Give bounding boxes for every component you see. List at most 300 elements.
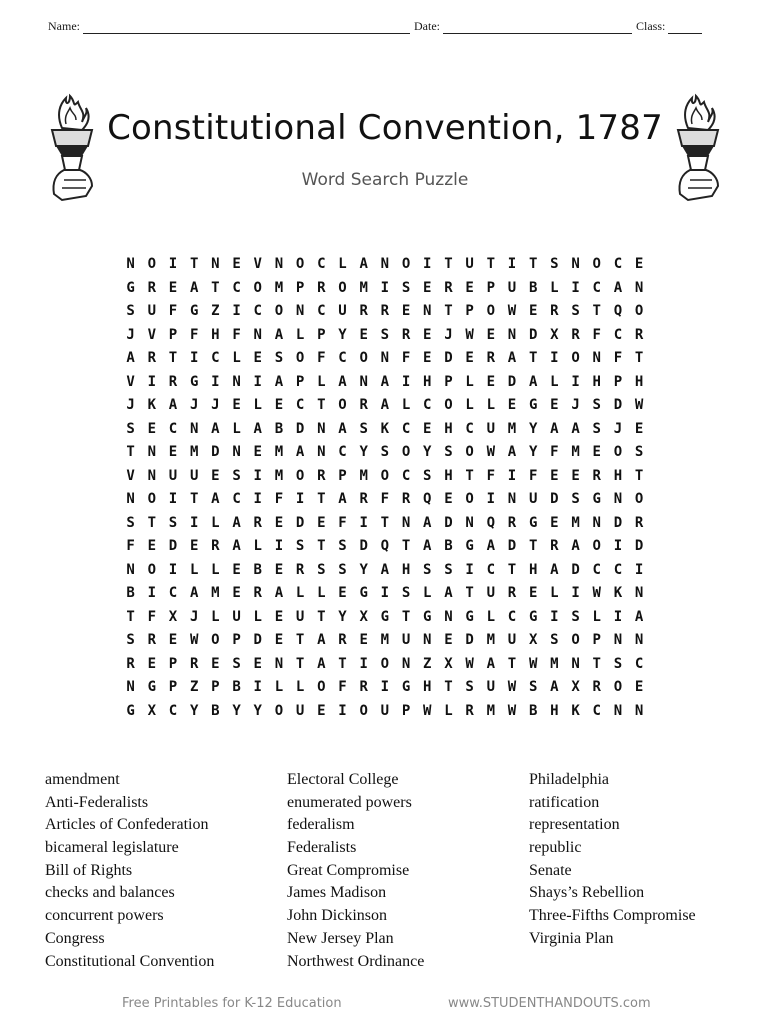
- grid-letter[interactable]: I: [211, 373, 220, 390]
- grid-letter[interactable]: D: [613, 514, 623, 531]
- class-line[interactable]: [668, 21, 702, 34]
- grid-letter[interactable]: A: [550, 561, 559, 578]
- grid-letter[interactable]: N: [571, 655, 580, 672]
- grid-letter[interactable]: U: [380, 702, 390, 719]
- grid-letter[interactable]: C: [317, 256, 326, 272]
- grid-letter[interactable]: R: [317, 467, 326, 484]
- grid-letter[interactable]: L: [274, 679, 284, 695]
- grid-letter[interactable]: S: [126, 303, 135, 319]
- grid-letter[interactable]: R: [253, 514, 262, 531]
- grid-letter[interactable]: Y: [338, 608, 347, 625]
- grid-letter[interactable]: L: [253, 538, 262, 554]
- grid-letter[interactable]: B: [528, 279, 538, 296]
- grid-letter[interactable]: R: [295, 561, 305, 578]
- grid-letter[interactable]: G: [189, 373, 199, 390]
- grid-letter[interactable]: S: [380, 444, 390, 460]
- grid-letter[interactable]: M: [550, 655, 559, 672]
- grid-letter[interactable]: W: [465, 655, 474, 672]
- grid-letter[interactable]: C: [317, 303, 326, 319]
- grid-letter[interactable]: L: [338, 256, 347, 272]
- grid-letter[interactable]: E: [274, 397, 284, 413]
- grid-letter[interactable]: N: [613, 632, 623, 648]
- grid-letter[interactable]: R: [253, 585, 262, 601]
- grid-letter[interactable]: F: [147, 608, 156, 625]
- grid-letter[interactable]: S: [232, 655, 241, 672]
- grid-letter[interactable]: R: [126, 655, 135, 672]
- grid-letter[interactable]: L: [232, 350, 241, 366]
- grid-letter[interactable]: N: [232, 373, 241, 390]
- grid-letter[interactable]: N: [317, 444, 326, 460]
- grid-letter[interactable]: S: [126, 632, 135, 648]
- grid-letter[interactable]: A: [274, 326, 284, 343]
- grid-letter[interactable]: W: [423, 702, 432, 719]
- grid-letter[interactable]: T: [211, 279, 220, 296]
- grid-letter[interactable]: S: [126, 420, 135, 437]
- grid-letter[interactable]: T: [592, 303, 601, 319]
- grid-letter[interactable]: O: [274, 303, 284, 319]
- grid-letter[interactable]: A: [444, 585, 453, 601]
- grid-letter[interactable]: C: [423, 397, 432, 413]
- grid-letter[interactable]: N: [126, 679, 135, 695]
- grid-letter[interactable]: C: [338, 444, 347, 460]
- grid-letter[interactable]: S: [168, 514, 178, 531]
- grid-letter[interactable]: I: [613, 538, 623, 554]
- grid-letter[interactable]: F: [380, 491, 390, 507]
- grid-letter[interactable]: N: [592, 350, 601, 366]
- grid-letter[interactable]: F: [550, 444, 559, 460]
- grid-letter[interactable]: T: [528, 256, 538, 272]
- grid-letter[interactable]: C: [592, 279, 601, 296]
- grid-letter[interactable]: D: [613, 397, 623, 413]
- grid-letter[interactable]: E: [528, 585, 538, 601]
- grid-letter[interactable]: N: [592, 514, 601, 531]
- grid-letter[interactable]: C: [232, 491, 241, 507]
- grid-letter[interactable]: L: [317, 585, 326, 601]
- grid-letter[interactable]: S: [423, 561, 432, 578]
- grid-letter[interactable]: E: [274, 561, 284, 578]
- grid-letter[interactable]: G: [592, 491, 601, 507]
- grid-letter[interactable]: N: [295, 303, 305, 319]
- grid-letter[interactable]: J: [126, 326, 135, 343]
- date-line[interactable]: [443, 21, 632, 34]
- grid-letter[interactable]: I: [147, 373, 156, 390]
- grid-letter[interactable]: M: [380, 632, 390, 648]
- grid-letter[interactable]: L: [550, 279, 559, 296]
- grid-letter[interactable]: M: [274, 467, 284, 484]
- grid-letter[interactable]: D: [507, 373, 517, 390]
- grid-letter[interactable]: A: [528, 373, 538, 390]
- grid-letter[interactable]: I: [571, 585, 580, 601]
- grid-letter[interactable]: U: [507, 632, 517, 648]
- grid-letter[interactable]: J: [211, 397, 220, 413]
- grid-letter[interactable]: S: [528, 679, 538, 695]
- grid-letter[interactable]: O: [359, 702, 368, 719]
- grid-letter[interactable]: L: [232, 420, 241, 437]
- grid-letter[interactable]: G: [126, 702, 135, 719]
- grid-letter[interactable]: A: [507, 350, 517, 366]
- grid-letter[interactable]: O: [295, 256, 305, 272]
- grid-letter[interactable]: E: [253, 350, 262, 366]
- grid-letter[interactable]: A: [613, 279, 623, 296]
- grid-letter[interactable]: L: [550, 585, 559, 601]
- grid-letter[interactable]: C: [168, 420, 178, 437]
- grid-letter[interactable]: D: [550, 491, 559, 507]
- grid-letter[interactable]: I: [465, 561, 474, 578]
- grid-letter[interactable]: F: [338, 514, 347, 531]
- grid-letter[interactable]: I: [550, 608, 559, 625]
- grid-letter[interactable]: O: [338, 397, 347, 413]
- grid-letter[interactable]: U: [528, 491, 538, 507]
- grid-letter[interactable]: O: [592, 256, 601, 272]
- grid-letter[interactable]: O: [401, 444, 411, 460]
- grid-letter[interactable]: L: [550, 373, 559, 390]
- grid-letter[interactable]: L: [295, 326, 305, 343]
- grid-letter[interactable]: A: [486, 538, 495, 554]
- grid-letter[interactable]: P: [211, 679, 220, 695]
- grid-letter[interactable]: R: [359, 491, 368, 507]
- grid-letter[interactable]: R: [592, 467, 601, 484]
- grid-letter[interactable]: M: [571, 514, 580, 531]
- grid-letter[interactable]: D: [444, 350, 453, 366]
- grid-letter[interactable]: E: [634, 679, 644, 695]
- grid-letter[interactable]: N: [189, 420, 199, 437]
- grid-letter[interactable]: E: [465, 350, 474, 366]
- grid-letter[interactable]: E: [232, 256, 241, 272]
- grid-letter[interactable]: C: [232, 279, 241, 296]
- grid-letter[interactable]: C: [613, 256, 623, 272]
- grid-letter[interactable]: F: [592, 326, 601, 343]
- grid-letter[interactable]: F: [317, 350, 326, 366]
- grid-letter[interactable]: T: [507, 561, 517, 578]
- grid-letter[interactable]: I: [253, 467, 262, 484]
- grid-letter[interactable]: Q: [380, 538, 390, 554]
- grid-letter[interactable]: R: [507, 514, 517, 531]
- grid-letter[interactable]: R: [147, 279, 156, 296]
- grid-letter[interactable]: I: [168, 256, 178, 272]
- grid-letter[interactable]: V: [126, 373, 135, 390]
- grid-letter[interactable]: I: [571, 279, 580, 296]
- grid-letter[interactable]: A: [126, 350, 135, 366]
- grid-letter[interactable]: R: [401, 491, 411, 507]
- grid-letter[interactable]: F: [168, 303, 178, 319]
- grid-letter[interactable]: U: [507, 279, 517, 296]
- grid-letter[interactable]: T: [295, 655, 305, 672]
- grid-letter[interactable]: T: [189, 491, 199, 507]
- grid-letter[interactable]: E: [168, 279, 178, 296]
- grid-letter[interactable]: O: [147, 256, 156, 272]
- grid-letter[interactable]: C: [295, 397, 305, 413]
- grid-letter[interactable]: B: [528, 702, 538, 719]
- grid-letter[interactable]: P: [401, 702, 411, 719]
- grid-letter[interactable]: Y: [423, 444, 432, 460]
- grid-letter[interactable]: G: [147, 679, 156, 695]
- grid-letter[interactable]: A: [295, 444, 305, 460]
- grid-letter[interactable]: P: [486, 279, 495, 296]
- grid-letter[interactable]: I: [168, 561, 178, 578]
- grid-letter[interactable]: B: [232, 679, 241, 695]
- grid-letter[interactable]: S: [444, 444, 453, 460]
- grid-letter[interactable]: N: [401, 514, 411, 531]
- grid-letter[interactable]: R: [211, 538, 220, 554]
- grid-letter[interactable]: P: [465, 303, 474, 319]
- grid-letter[interactable]: T: [380, 514, 390, 531]
- grid-letter[interactable]: I: [613, 608, 623, 625]
- grid-letter[interactable]: C: [253, 303, 262, 319]
- grid-letter[interactable]: B: [126, 585, 135, 601]
- grid-letter[interactable]: X: [168, 608, 178, 625]
- grid-letter[interactable]: T: [401, 608, 411, 625]
- grid-letter[interactable]: C: [634, 655, 644, 672]
- grid-letter[interactable]: E: [423, 326, 432, 343]
- grid-letter[interactable]: E: [168, 444, 178, 460]
- grid-letter[interactable]: C: [401, 467, 411, 484]
- grid-letter[interactable]: L: [444, 702, 453, 719]
- grid-letter[interactable]: Y: [359, 561, 368, 578]
- grid-letter[interactable]: A: [189, 585, 199, 601]
- grid-letter[interactable]: U: [486, 585, 495, 601]
- grid-letter[interactable]: S: [571, 303, 580, 319]
- grid-letter[interactable]: N: [380, 350, 390, 366]
- grid-letter[interactable]: P: [317, 326, 326, 343]
- grid-letter[interactable]: O: [253, 279, 262, 296]
- grid-letter[interactable]: I: [507, 467, 517, 484]
- grid-letter[interactable]: P: [295, 279, 305, 296]
- grid-letter[interactable]: T: [147, 514, 156, 531]
- grid-letter[interactable]: T: [168, 350, 178, 366]
- grid-letter[interactable]: L: [465, 397, 474, 413]
- grid-letter[interactable]: A: [571, 538, 580, 554]
- grid-letter[interactable]: L: [423, 585, 432, 601]
- grid-letter[interactable]: E: [211, 467, 220, 484]
- grid-letter[interactable]: E: [211, 655, 220, 672]
- grid-letter[interactable]: S: [359, 420, 368, 437]
- grid-letter[interactable]: N: [634, 279, 644, 296]
- grid-letter[interactable]: L: [592, 608, 601, 625]
- grid-letter[interactable]: L: [486, 397, 495, 413]
- grid-letter[interactable]: D: [359, 538, 368, 554]
- grid-letter[interactable]: E: [253, 444, 262, 460]
- grid-letter[interactable]: L: [189, 561, 199, 578]
- grid-letter[interactable]: E: [423, 420, 432, 437]
- grid-letter[interactable]: O: [380, 655, 390, 672]
- grid-letter[interactable]: T: [126, 608, 135, 625]
- grid-letter[interactable]: I: [634, 561, 644, 578]
- grid-letter[interactable]: N: [507, 326, 517, 343]
- grid-letter[interactable]: C: [401, 420, 411, 437]
- grid-letter[interactable]: H: [550, 702, 559, 719]
- grid-letter[interactable]: E: [317, 702, 326, 719]
- grid-letter[interactable]: X: [359, 608, 368, 625]
- grid-letter[interactable]: Y: [528, 444, 538, 460]
- grid-letter[interactable]: R: [634, 514, 644, 531]
- grid-letter[interactable]: T: [592, 655, 601, 672]
- grid-letter[interactable]: E: [550, 514, 559, 531]
- grid-letter[interactable]: L: [295, 679, 305, 695]
- grid-letter[interactable]: J: [126, 397, 135, 413]
- grid-letter[interactable]: V: [126, 467, 135, 484]
- grid-letter[interactable]: I: [486, 491, 495, 507]
- grid-letter[interactable]: O: [465, 491, 474, 507]
- grid-letter[interactable]: S: [571, 491, 580, 507]
- grid-letter[interactable]: W: [189, 632, 199, 648]
- grid-letter[interactable]: N: [147, 444, 156, 460]
- grid-letter[interactable]: R: [634, 326, 644, 343]
- grid-letter[interactable]: K: [613, 585, 623, 601]
- grid-letter[interactable]: E: [232, 585, 241, 601]
- grid-letter[interactable]: S: [465, 679, 474, 695]
- grid-letter[interactable]: N: [613, 491, 623, 507]
- grid-letter[interactable]: H: [444, 467, 453, 484]
- grid-letter[interactable]: R: [465, 702, 474, 719]
- grid-letter[interactable]: X: [528, 632, 538, 648]
- grid-letter[interactable]: Z: [211, 303, 220, 319]
- grid-letter[interactable]: J: [571, 397, 580, 413]
- grid-letter[interactable]: N: [380, 256, 390, 272]
- grid-letter[interactable]: L: [211, 608, 220, 625]
- grid-letter[interactable]: I: [380, 679, 390, 695]
- grid-letter[interactable]: E: [507, 397, 517, 413]
- grid-letter[interactable]: V: [147, 326, 156, 343]
- grid-letter[interactable]: E: [338, 585, 347, 601]
- grid-letter[interactable]: R: [486, 350, 495, 366]
- grid-letter[interactable]: D: [295, 420, 305, 437]
- grid-letter[interactable]: R: [168, 373, 178, 390]
- grid-letter[interactable]: H: [444, 420, 453, 437]
- grid-letter[interactable]: S: [401, 585, 411, 601]
- grid-letter[interactable]: M: [359, 467, 368, 484]
- grid-letter[interactable]: S: [317, 561, 326, 578]
- grid-letter[interactable]: N: [571, 256, 580, 272]
- grid-letter[interactable]: A: [486, 655, 495, 672]
- grid-letter[interactable]: H: [401, 561, 411, 578]
- grid-letter[interactable]: E: [592, 444, 601, 460]
- grid-letter[interactable]: N: [423, 632, 432, 648]
- grid-letter[interactable]: L: [211, 514, 220, 531]
- grid-letter[interactable]: O: [295, 467, 305, 484]
- grid-letter[interactable]: E: [317, 514, 326, 531]
- grid-letter[interactable]: C: [338, 350, 347, 366]
- grid-letter[interactable]: W: [507, 303, 517, 319]
- grid-letter[interactable]: E: [423, 350, 432, 366]
- grid-letter[interactable]: U: [168, 467, 178, 484]
- grid-letter[interactable]: S: [550, 632, 559, 648]
- grid-letter[interactable]: T: [507, 655, 517, 672]
- grid-letter[interactable]: M: [274, 279, 284, 296]
- grid-letter[interactable]: T: [126, 444, 135, 460]
- grid-letter[interactable]: S: [634, 444, 644, 460]
- grid-letter[interactable]: A: [550, 679, 559, 695]
- grid-letter[interactable]: U: [295, 608, 305, 625]
- grid-letter[interactable]: Q: [423, 491, 432, 507]
- grid-letter[interactable]: R: [571, 326, 580, 343]
- grid-letter[interactable]: L: [211, 561, 220, 578]
- grid-letter[interactable]: D: [211, 444, 220, 460]
- grid-letter[interactable]: L: [465, 373, 474, 390]
- grid-letter[interactable]: A: [168, 397, 178, 413]
- grid-letter[interactable]: A: [317, 655, 326, 672]
- grid-letter[interactable]: U: [401, 632, 411, 648]
- grid-letter[interactable]: S: [274, 350, 284, 366]
- grid-letter[interactable]: I: [380, 279, 390, 296]
- grid-letter[interactable]: U: [295, 702, 305, 719]
- grid-letter[interactable]: G: [359, 585, 368, 601]
- grid-letter[interactable]: O: [317, 679, 326, 695]
- grid-letter[interactable]: N: [274, 655, 284, 672]
- grid-letter[interactable]: O: [401, 256, 411, 272]
- grid-letter[interactable]: A: [507, 444, 517, 460]
- grid-letter[interactable]: T: [465, 585, 474, 601]
- grid-letter[interactable]: M: [571, 444, 580, 460]
- grid-letter[interactable]: N: [126, 256, 135, 272]
- grid-letter[interactable]: P: [168, 679, 178, 695]
- grid-letter[interactable]: E: [274, 632, 284, 648]
- grid-letter[interactable]: C: [211, 350, 220, 366]
- grid-letter[interactable]: T: [401, 538, 411, 554]
- grid-letter[interactable]: I: [507, 256, 517, 272]
- grid-letter[interactable]: K: [147, 397, 156, 413]
- grid-letter[interactable]: A: [189, 279, 199, 296]
- grid-letter[interactable]: O: [211, 632, 220, 648]
- grid-letter[interactable]: A: [274, 373, 284, 390]
- grid-letter[interactable]: U: [232, 608, 241, 625]
- grid-letter[interactable]: L: [253, 608, 262, 625]
- grid-letter[interactable]: T: [486, 256, 495, 272]
- grid-letter[interactable]: A: [423, 538, 432, 554]
- grid-letter[interactable]: A: [274, 585, 284, 601]
- grid-letter[interactable]: O: [634, 491, 644, 507]
- grid-letter[interactable]: F: [338, 679, 347, 695]
- grid-letter[interactable]: T: [528, 350, 538, 366]
- grid-letter[interactable]: F: [486, 467, 495, 484]
- grid-letter[interactable]: R: [359, 679, 368, 695]
- grid-letter[interactable]: A: [211, 420, 220, 437]
- grid-letter[interactable]: I: [274, 538, 284, 554]
- grid-letter[interactable]: N: [634, 585, 644, 601]
- grid-letter[interactable]: S: [613, 655, 623, 672]
- grid-letter[interactable]: E: [147, 655, 156, 672]
- grid-letter[interactable]: Y: [338, 326, 347, 343]
- grid-letter[interactable]: H: [211, 326, 220, 343]
- grid-letter[interactable]: D: [465, 632, 474, 648]
- grid-letter[interactable]: F: [189, 326, 199, 343]
- grid-letter[interactable]: L: [486, 608, 495, 625]
- grid-letter[interactable]: G: [528, 397, 538, 413]
- grid-letter[interactable]: I: [253, 491, 262, 507]
- grid-letter[interactable]: A: [634, 608, 644, 625]
- grid-letter[interactable]: E: [253, 655, 262, 672]
- grid-letter[interactable]: C: [507, 608, 517, 625]
- grid-letter[interactable]: T: [317, 397, 326, 413]
- grid-letter[interactable]: O: [147, 561, 156, 578]
- grid-letter[interactable]: N: [126, 491, 135, 507]
- grid-letter[interactable]: Z: [189, 679, 199, 695]
- grid-letter[interactable]: I: [359, 514, 368, 531]
- grid-letter[interactable]: O: [465, 444, 474, 460]
- grid-letter[interactable]: W: [528, 655, 538, 672]
- grid-letter[interactable]: E: [465, 279, 474, 296]
- grid-letter[interactable]: E: [147, 420, 156, 437]
- grid-letter[interactable]: I: [147, 585, 156, 601]
- grid-letter[interactable]: M: [507, 420, 517, 437]
- grid-letter[interactable]: G: [528, 608, 538, 625]
- grid-letter[interactable]: L: [401, 397, 411, 413]
- grid-letter[interactable]: O: [359, 350, 368, 366]
- grid-letter[interactable]: H: [613, 467, 623, 484]
- grid-letter[interactable]: C: [465, 420, 474, 437]
- grid-letter[interactable]: O: [486, 303, 495, 319]
- grid-letter[interactable]: A: [380, 397, 390, 413]
- grid-letter[interactable]: E: [274, 514, 284, 531]
